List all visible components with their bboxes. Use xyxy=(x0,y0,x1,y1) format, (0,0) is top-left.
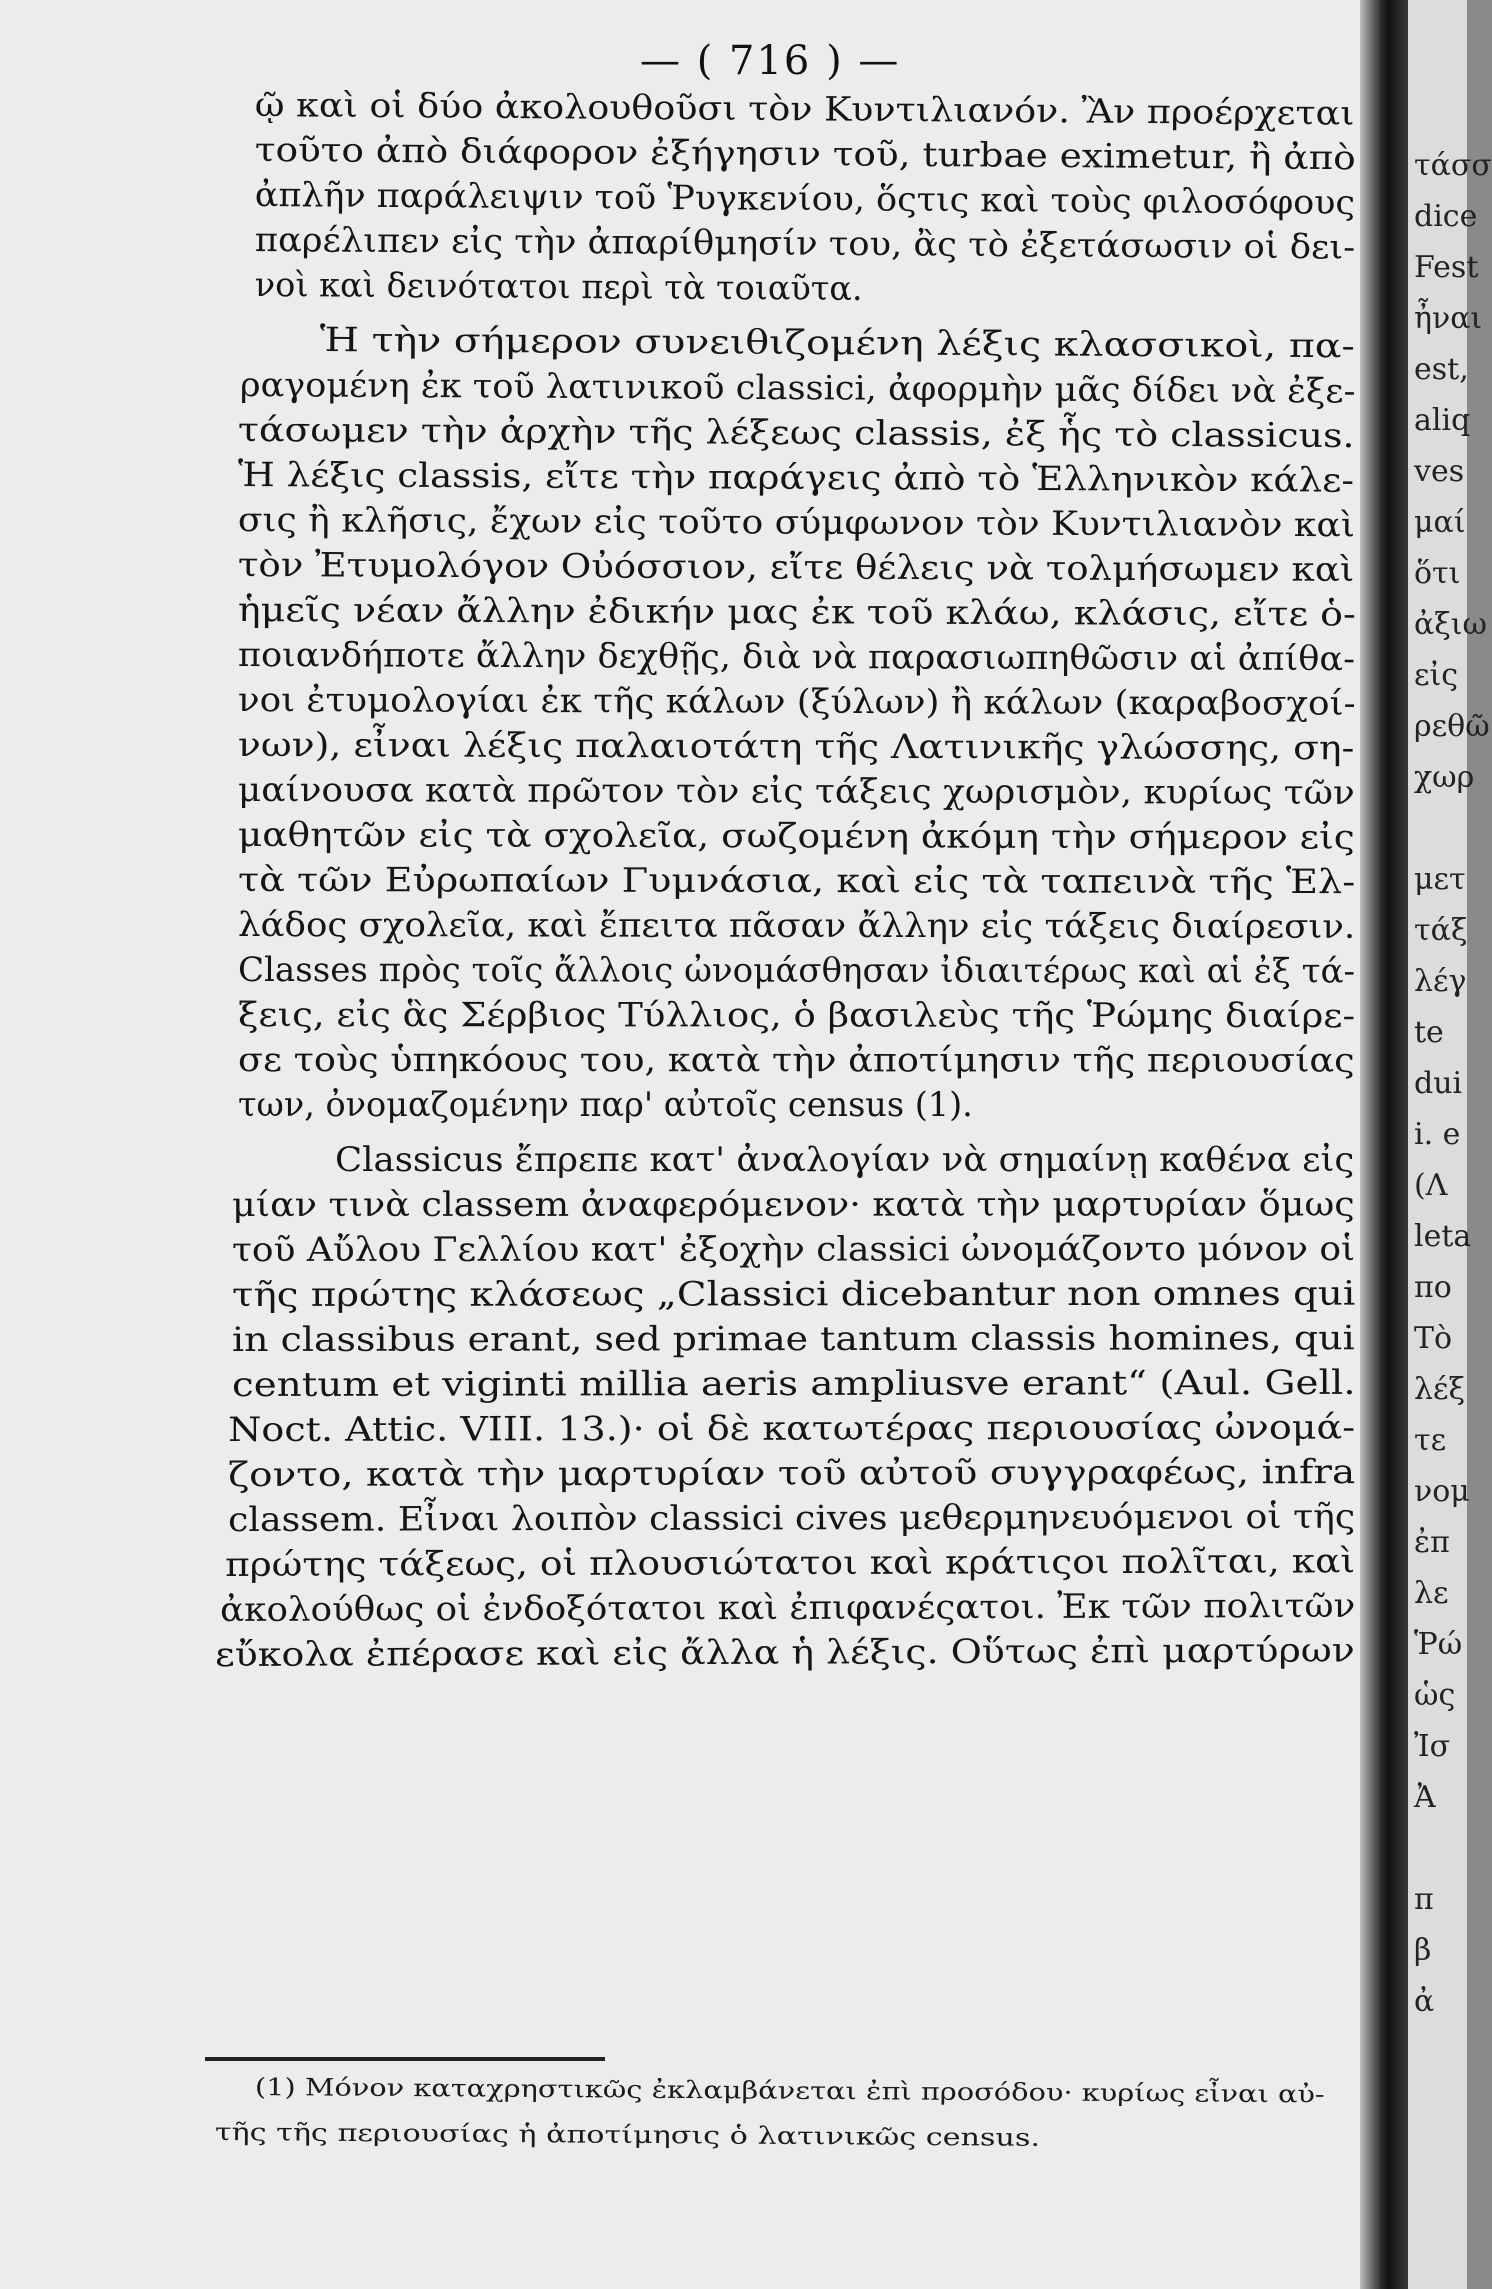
facing-page-fragment: λε xyxy=(1414,1576,1449,1611)
facing-page-fragment: leta xyxy=(1414,1219,1472,1254)
facing-page-fragment: εἰς xyxy=(1414,658,1459,693)
facing-page-fragment: Ἀ xyxy=(1414,1780,1436,1815)
facing-page-fragment: dui xyxy=(1414,1066,1463,1101)
footnote-line: τῆς τῆς περιουσίας ἡ ἀποτίμησις ὁ λατινικῶς census. xyxy=(214,2118,1041,2152)
text-line: τὰ τῶν Εὐρωπαίων Γυμνάσια, καὶ εἰς τὰ ταπεινὰ τῆς Ἑλ- xyxy=(237,860,1356,902)
text-line: μίαν τινὰ classem ἀναφερόμενον· κατὰ τὴν μαρτυρίαν ὅμως xyxy=(232,1184,1355,1224)
text-line: in classibus erant, sed primae tantum classis homines, qui xyxy=(232,1318,1355,1359)
text-line: παρέλιπεν εἰς τὴν ἀπαρίθμησίν του, ἂς τὸ ἐξετάσωσιν οἱ δει- xyxy=(254,220,1356,267)
facing-page-fragment: χωρ xyxy=(1414,760,1475,795)
facing-page-fragment: μαί xyxy=(1414,505,1466,540)
text-line: σις ἢ κλῆσις, ἔχων εἰς τοῦτο σύμφωνον τὸν Κυντιλιανὸν καὶ xyxy=(237,500,1355,545)
footnote-line: (1) Μόνον καταχρηστικῶς ἐκλαμβάνεται ἐπὶ προσόδου· κυρίως εἶναι αὐ- xyxy=(254,2073,1325,2109)
text-line: τοῦτο ἀπὸ διάφορον ἐξήγησιν τοῦ, turbae eximetur, ἢ ἀπὸ xyxy=(254,130,1356,178)
text-line: μαθητῶν εἰς τὰ σχολεῖα, σωζομένη ἀκόμη τὴν σήμερον εἰς xyxy=(237,815,1355,857)
text-line: ξεις, εἰς ἃς Σέρβιος Τύλλιος, ὁ βασιλεὺς τῆς Ῥώμης διαίρε- xyxy=(237,995,1356,1035)
text-line: λάδος σχολεῖα, καὶ ἔπειτα πᾶσαν ἄλλην εἰς τάξεις διαίρεσιν. xyxy=(237,905,1356,946)
text-line: νοι ἐτυμολογίαι ἐκ τῆς κάλων (ξύλων) ἢ κάλων (καραβοσχοί- xyxy=(237,680,1356,723)
facing-page-fragment: ἐπ xyxy=(1414,1525,1450,1560)
facing-page-fragment: νομ xyxy=(1414,1474,1470,1509)
text-line: ραγομένη ἐκ τοῦ λατινικοῦ classici, ἀφορμὴν μᾶς δίδει νὰ ἐξε- xyxy=(239,365,1356,411)
book-gutter xyxy=(1360,0,1408,2289)
facing-page-fragment: τάσσ xyxy=(1414,148,1492,183)
facing-page-fragment: Τὸ xyxy=(1414,1321,1453,1356)
facing-page-edge xyxy=(1408,0,1492,2289)
text-line: νων), εἶναι λέξις παλαιοτάτη τῆς Λατινικῆς γλώσσης, ση- xyxy=(237,725,1355,768)
text-line: πρώτης τάξεως, οἱ πλουσιώτατοι καὶ κράτιςοι πολῖται, καὶ xyxy=(225,1541,1356,1584)
text-line: ἡμεῖς νέαν ἄλλην ἐδικήν μας ἐκ τοῦ κλάω, κλάσις, εἴτε ὁ- xyxy=(237,590,1356,634)
text-line: Ἡ λέξις classis, εἴτε τὴν παράγεις ἀπὸ τὸ Ἑλληνικὸν κάλε- xyxy=(237,455,1355,500)
text-line: τὸν Ἐτυμολόγον Οὐόσσιον, εἴτε θέλεις νὰ τολμήσωμεν καὶ xyxy=(237,545,1355,589)
text-line: ζοντο, κατὰ τὴν μαρτυρίαν τοῦ αὐτοῦ συγγραφέως, infra xyxy=(228,1452,1356,1494)
text-line: classem. Εἶναι λοιπὸν classici cives μεθερμηνευόμενοι οἱ τῆς xyxy=(228,1496,1356,1539)
facing-page-fragment: πο xyxy=(1414,1270,1452,1305)
facing-page-fragment: τάξ xyxy=(1414,913,1468,948)
facing-page-fragment: λέξ xyxy=(1414,1372,1466,1407)
text-line: ἀκολούθως οἱ ἐνδοξότατοι καὶ ἐπιφανέςατοι. Ἐκ τῶν πολιτῶν xyxy=(220,1585,1356,1629)
text-line: Ἡ τὴν σήμερον συνειθιζομένη λέξις κλασσικοὶ, πα- xyxy=(319,320,1355,366)
text-line: τοῦ Αὔλου Γελλίου κατ' ἐξοχὴν classici ὠνομάζοντο μόνον οἱ xyxy=(232,1229,1356,1269)
text-line: ποιανδήποτε ἄλλην δεχθῇς, διὰ νὰ παρασιωπηθῶσιν αἱ ἀπίθα- xyxy=(237,635,1356,679)
facing-page-fragment: μετ xyxy=(1414,862,1466,897)
text-line: νοὶ καὶ δεινότατοι περὶ τὰ τοιαῦτα. xyxy=(254,265,863,308)
facing-page-fragment: β xyxy=(1414,1933,1432,1968)
text-line: σε τοὺς ὑπηκόους του, κατὰ τὴν ἀποτίμησιν τῆς περιουσίας xyxy=(237,1040,1355,1080)
text-line: των, ὀνομαζομένην παρ' αὐτοῖς census (1). xyxy=(237,1085,973,1125)
facing-page-fragment: ἀ xyxy=(1414,1984,1435,2019)
text-line: τῆς πρώτης κλάσεως „Classici dicebantur non omnes qui xyxy=(232,1273,1356,1314)
facing-page-fragment: τε xyxy=(1414,1423,1447,1458)
footnote-rule xyxy=(205,2057,605,2061)
facing-page-fragment: λέγ xyxy=(1414,964,1467,999)
text-line: εὔκολα ἐπέρασε καὶ εἰς ἄλλα ἡ λέξις. Οὕτως ἐπὶ μαρτύρων xyxy=(215,1630,1355,1674)
text-line: τάσωμεν τὴν ἀρχὴν τῆς λέξεως classis, ἐξ ἧς τὸ classicus. xyxy=(237,410,1355,456)
facing-page-fragment: ρεθῶ xyxy=(1414,709,1490,744)
text-line: centum et viginti millia aeris ampliusve erant“ (Aul. Gell. xyxy=(232,1362,1356,1404)
facing-page-fragment: ὅτι xyxy=(1414,556,1461,591)
text-line: Classes πρὸς τοῖς ἄλλοις ὠνομάσθησαν ἰδιαιτέρως καὶ αἱ ἐξ τά- xyxy=(237,950,1356,991)
facing-page-fragment: dice xyxy=(1414,199,1478,234)
facing-page-fragment: Fest xyxy=(1414,250,1479,285)
facing-page-fragment: aliq xyxy=(1414,403,1471,438)
text-line: ἀπλῆν παράλειψιν τοῦ Ῥυγκενίου, ὅςτις καὶ τοὺς φιλοσόφους xyxy=(254,175,1356,222)
facing-page-fragment: Ῥώ xyxy=(1414,1627,1463,1662)
facing-page-fragment: (Λ xyxy=(1414,1168,1448,1203)
facing-page-fragment: est, xyxy=(1414,352,1469,387)
facing-page-fragment: π xyxy=(1414,1882,1434,1917)
facing-page-fragment: i. e xyxy=(1414,1117,1461,1152)
text-line: Classicus ἔπρεπε κατ' ἀναλογίαν νὰ σημαίνῃ καθένα εἰς xyxy=(335,1139,1355,1179)
text-line: μαίνουσα κατὰ πρῶτον τὸν εἰς τάξεις χωρισμὸν, κυρίως τῶν xyxy=(237,770,1355,812)
facing-page-fragment: te xyxy=(1414,1015,1444,1050)
facing-page-fragment: ἀξιω xyxy=(1414,607,1488,642)
text-line: ῷ καὶ οἱ δύο ἀκολουθοῦσι τὸν Κυντιλιανόν. Ἂν προέρχεται xyxy=(254,85,1355,133)
facing-page-fragment: ὡς xyxy=(1414,1678,1456,1713)
page-header: — ( 716 ) — xyxy=(640,38,901,84)
text-line: Noct. Attic. VIII. 13.)· οἱ δὲ κατωτέρας περιουσίας ὠνομά- xyxy=(228,1407,1356,1449)
facing-page-fragment: Ἰσ xyxy=(1414,1729,1451,1764)
facing-page-fragment: ἦναι xyxy=(1414,301,1483,336)
facing-page-fragment: ves xyxy=(1414,454,1465,489)
